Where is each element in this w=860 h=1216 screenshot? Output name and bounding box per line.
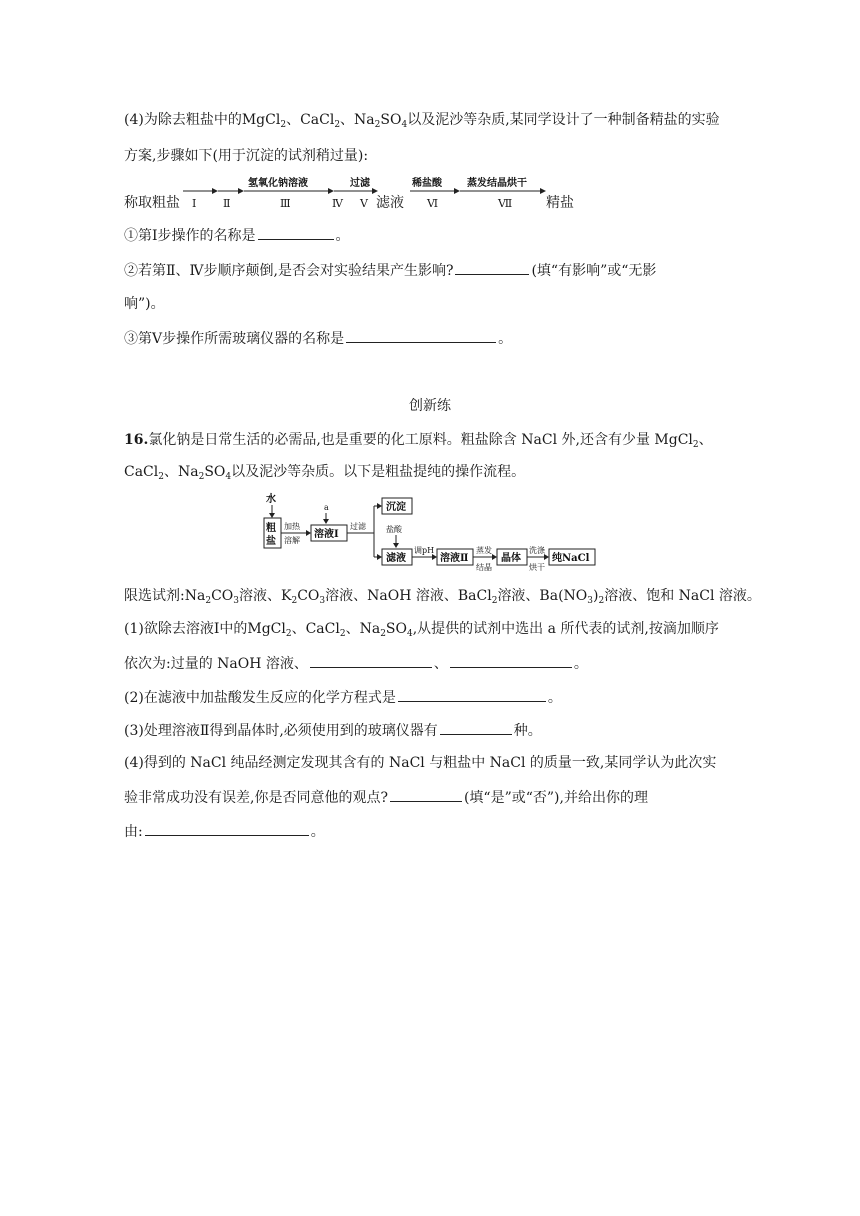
fc-filtrate: 滤液 xyxy=(386,553,406,564)
sub: 2 xyxy=(280,120,287,130)
text: ②若第Ⅱ、Ⅳ步顺序颠倒,是否会对实验结果产生影响? xyxy=(124,263,454,279)
text: ,从提供的试剂中选出 a 所代表的试剂,按滴加顺序 xyxy=(412,621,719,637)
fc-adjust-ph: 调pH xyxy=(414,546,435,555)
section-title: 创新练 xyxy=(409,398,451,414)
flow-step-6: Ⅵ xyxy=(427,197,439,210)
text: 氯化钠是日常生活的必需品,也是重要的化工原料。粗盐除含 NaCl 外,还含有少量 MgCl xyxy=(148,432,693,448)
text: CO xyxy=(211,588,234,604)
flow-arrowhead-6 xyxy=(454,188,460,194)
q16-p1-line1 xyxy=(124,619,719,639)
flow-step-7: Ⅶ xyxy=(498,197,513,210)
sub: 2 xyxy=(198,472,205,482)
text: 。 xyxy=(573,656,588,672)
text: Na xyxy=(354,112,375,128)
text: 、 xyxy=(340,112,355,128)
q16-flowchart xyxy=(258,490,628,574)
sub: 2 xyxy=(374,120,381,130)
text: 、 xyxy=(698,432,713,448)
sub: 3 xyxy=(233,596,239,606)
fc-dissolve: 溶解 xyxy=(284,536,300,545)
text: (3)处理溶液Ⅱ得到晶体时,必须使用到的玻璃仪器有 xyxy=(124,723,438,739)
answer-blank[interactable] xyxy=(450,653,572,668)
part4-q1 xyxy=(124,225,350,246)
fc-evaporate: 蒸发 xyxy=(476,546,492,555)
fc-wash: 洗涤 xyxy=(529,546,545,555)
text: 。 xyxy=(310,824,325,840)
answer-blank[interactable] xyxy=(145,821,309,836)
text: CaCl xyxy=(300,112,335,128)
flow-step-4: Ⅳ xyxy=(332,197,343,210)
fc-arrowhead-evaporate xyxy=(492,554,497,560)
fc-water: 水 xyxy=(266,494,276,505)
text: 。 xyxy=(335,228,350,244)
text: 限选试剂:Na xyxy=(124,588,206,604)
flow-arrowhead-1 xyxy=(212,188,218,194)
flow-step-5: Ⅴ xyxy=(360,197,368,210)
fc-solution1: 溶液Ⅰ xyxy=(314,529,339,540)
text: (2)在滤液中加盐酸发生反应的化学方程式是 xyxy=(124,690,396,706)
text: SO xyxy=(380,112,402,128)
question-number: 16. xyxy=(124,432,149,448)
sub: 4 xyxy=(407,629,413,639)
flow-op-7: 蒸发结晶烘干 xyxy=(467,178,527,189)
q16-p4-line2 xyxy=(124,787,648,808)
text: (1)欲除去溶液Ⅰ中的MgCl xyxy=(124,621,286,637)
answer-blank[interactable] xyxy=(258,225,334,240)
sub: 2 xyxy=(285,629,292,639)
fc-pure-nacl: 纯NaCl xyxy=(552,553,590,564)
q16-p4-line1: (4)得到的 NaCl 纯品经测定发现其含有的 NaCl 与粗盐中 NaCl 的质量一致,某同学认为此次实 xyxy=(124,755,717,771)
text: SO xyxy=(385,621,407,637)
text: 、Na xyxy=(345,621,381,637)
sub: 2 xyxy=(692,440,699,450)
text: 。 xyxy=(547,690,562,706)
flow-reagent-6: 稀盐酸 xyxy=(412,178,442,189)
sub: 2 xyxy=(334,120,341,130)
q16-reagents xyxy=(124,586,761,606)
text: 验非常成功没有误差,你是否同意他的观点? xyxy=(124,790,388,806)
sub: 4 xyxy=(401,120,408,130)
q16-line2 xyxy=(124,462,525,482)
text: 、 xyxy=(433,656,448,672)
text: 溶液、饱和 NaCl 溶液。 xyxy=(604,588,761,604)
flow-arrowhead-2 xyxy=(238,188,244,194)
flow-step-2: Ⅱ xyxy=(223,197,231,210)
text: SO xyxy=(204,464,226,480)
sub: 2 xyxy=(491,596,498,606)
flow-arrowhead-7 xyxy=(540,188,546,194)
fc-hcl: 盐酸 xyxy=(386,525,402,534)
flow-start: 称取粗盐 xyxy=(124,195,180,211)
sub: 2 xyxy=(291,596,298,606)
text: 依次为:过量的 NaOH 溶液、 xyxy=(124,656,308,672)
fc-arrowhead-filtrate xyxy=(377,554,382,560)
flow-arrowhead-5 xyxy=(372,188,378,194)
flow-end: 精盐 xyxy=(546,195,574,211)
text: ③第Ⅴ步操作所需玻璃仪器的名称是 xyxy=(124,331,345,347)
flow-step-3: Ⅲ xyxy=(280,197,291,210)
text: 。 xyxy=(498,331,513,347)
text: (4)为除去粗盐中的MgCl xyxy=(124,112,281,128)
answer-blank[interactable] xyxy=(398,687,546,702)
sub: 2 xyxy=(205,596,212,606)
answer-blank[interactable] xyxy=(390,787,462,802)
text: 以及泥沙等杂质,某同学设计了一种制备精盐的实验 xyxy=(407,112,720,128)
fc-arrowhead-precipitate xyxy=(377,503,382,509)
text: CaCl xyxy=(124,464,159,480)
q16-p2 xyxy=(124,687,562,708)
part4-q2-line2: 响”)。 xyxy=(124,296,165,312)
text: CO xyxy=(297,588,320,604)
sub: 2 xyxy=(380,629,386,639)
text: (填“有影响”或“无影 xyxy=(531,263,657,279)
fc-crude-1: 粗 xyxy=(266,523,276,534)
fc-solution2: 溶液Ⅱ xyxy=(440,553,469,564)
flow-reagent-3: 氢氧化钠溶液 xyxy=(248,178,308,189)
answer-blank[interactable] xyxy=(346,328,496,343)
part4-q2 xyxy=(124,260,656,281)
answer-blank[interactable] xyxy=(440,720,512,735)
part4-q3 xyxy=(124,328,512,349)
answer-blank[interactable] xyxy=(310,653,432,668)
text: 、Na xyxy=(163,464,199,480)
fc-arrowhead-water xyxy=(269,513,275,518)
fc-crystallize: 结晶 xyxy=(476,563,492,572)
text: ) xyxy=(593,588,599,604)
text: 以及泥沙等杂质。以下是粗盐提纯的操作流程。 xyxy=(231,464,526,480)
q16-p1-line2 xyxy=(124,653,588,674)
text: 、 xyxy=(286,112,301,128)
flow-arrowhead-3 xyxy=(328,188,334,194)
text: 溶液、Ba(NO xyxy=(497,588,588,604)
flow-op-5: 过滤 xyxy=(350,178,370,189)
sub: 2 xyxy=(339,629,346,639)
text: 溶液、NaOH 溶液、BaCl xyxy=(325,588,492,604)
sub: 3 xyxy=(319,596,326,606)
fc-crude-2: 盐 xyxy=(266,536,276,547)
text: ①第Ⅰ步操作的名称是 xyxy=(124,228,256,244)
text: 溶液、K xyxy=(239,588,292,604)
fc-reagent-a: a xyxy=(324,503,329,512)
fc-crystal: 晶体 xyxy=(501,553,521,564)
sub: 4 xyxy=(225,472,232,482)
part4-intro-line2: 方案,步骤如下(用于沉淀的试剂稍过量): xyxy=(124,148,369,164)
sub: 2 xyxy=(158,472,164,482)
q16-p4-line3 xyxy=(124,821,325,842)
text: (填“是”或“否”),并给出你的理 xyxy=(463,790,648,806)
fc-arrowhead-a xyxy=(323,519,329,524)
flow-filtrate: 滤液 xyxy=(376,195,404,211)
q16-line1 xyxy=(124,430,713,450)
part4-flow-diagram xyxy=(120,172,590,212)
fc-dry: 烘干 xyxy=(529,563,545,572)
sub: 2 xyxy=(598,596,605,606)
answer-blank[interactable] xyxy=(455,260,529,275)
fc-arrowhead-dissolve xyxy=(306,530,311,536)
fc-heat: 加热 xyxy=(284,522,300,531)
sub: 3 xyxy=(587,596,593,606)
fc-filter: 过滤 xyxy=(350,522,366,531)
part4-intro-line1 xyxy=(124,110,720,130)
text: 由: xyxy=(124,824,143,840)
text: 、CaCl xyxy=(291,621,340,637)
fc-arrowhead-hcl xyxy=(393,543,399,548)
fc-precipitate: 沉淀 xyxy=(386,502,406,513)
flow-step-1: Ⅰ xyxy=(192,197,197,210)
text: 种。 xyxy=(513,723,542,739)
q16-p3 xyxy=(124,720,542,741)
